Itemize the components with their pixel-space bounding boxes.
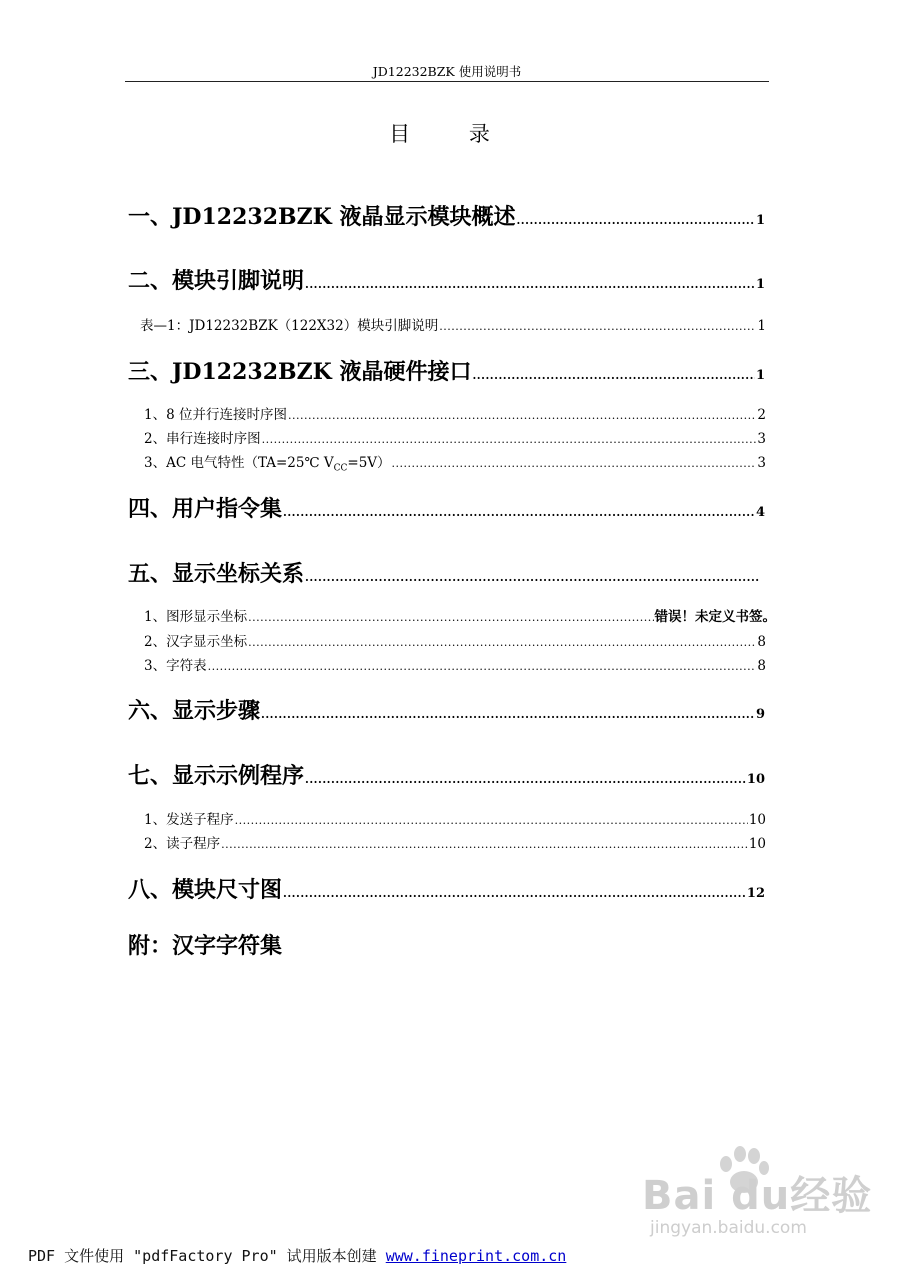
toc-entry-4[interactable] bbox=[128, 492, 765, 523]
toc-leader bbox=[439, 320, 756, 333]
toc-entry-3-1[interactable] bbox=[144, 403, 766, 423]
toc-entry-label: 四、用户指令集 bbox=[128, 496, 283, 522]
toc-entry-7[interactable] bbox=[128, 759, 765, 790]
toc-entry-label: 2、汉字显示坐标 bbox=[144, 634, 248, 650]
toc-entry-label: 八、模块尺寸图 bbox=[128, 877, 283, 903]
toc-leader bbox=[288, 409, 756, 422]
toc-entry-3-2[interactable] bbox=[144, 427, 766, 447]
toc-entry-label: 七、显示示例程序 bbox=[128, 763, 305, 789]
toc-entry-appendix[interactable] bbox=[128, 929, 282, 960]
toc-entry-label: 2、读子程序 bbox=[144, 836, 221, 852]
toc-leader bbox=[248, 636, 756, 649]
toc-entry-7-2[interactable] bbox=[144, 832, 766, 852]
toc-page-number: 2 bbox=[757, 407, 766, 423]
toc-entry-3[interactable] bbox=[128, 355, 765, 386]
toc-page-number: 10 bbox=[748, 812, 766, 828]
toc-entry-label: 五、显示坐标关系 bbox=[128, 561, 305, 587]
toc-entry-5-2[interactable] bbox=[144, 630, 766, 650]
toc-entry-label: 1、发送子程序 bbox=[144, 812, 234, 828]
toc-entry-6[interactable] bbox=[128, 694, 765, 725]
toc-entry-label: 三、JD12232BZK 液晶硬件接口 bbox=[128, 359, 472, 385]
toc-entry-2[interactable] bbox=[128, 264, 765, 295]
toc-page-number: 3 bbox=[757, 455, 766, 471]
toc-entry-table-1[interactable] bbox=[140, 314, 766, 334]
toc-page-number: 8 bbox=[757, 634, 766, 650]
toc-entry-7-1[interactable] bbox=[144, 808, 766, 828]
toc-leader bbox=[305, 571, 760, 584]
toc-leader bbox=[221, 838, 748, 851]
toc-leader bbox=[261, 708, 755, 721]
toc-entry-label: 1、8 位并行连接时序图 bbox=[144, 407, 287, 423]
toc-entry-label: 二、模块引脚说明 bbox=[128, 268, 305, 294]
toc-entry-label: 一、JD12232BZK 液晶显示模块概述 bbox=[128, 204, 516, 230]
footer-link[interactable]: www.fineprint.com.cn bbox=[385, 1247, 567, 1265]
toc-leader bbox=[262, 433, 757, 446]
toc-page-number: 1 bbox=[755, 213, 765, 228]
toc-leader bbox=[283, 506, 755, 519]
toc-page-number: 12 bbox=[746, 886, 765, 901]
toc-entry-label: 六、显示步骤 bbox=[128, 698, 261, 724]
running-header: JD12232BZK 使用说明书 bbox=[372, 64, 522, 79]
toc-page-number: 1 bbox=[755, 277, 765, 292]
watermark-url: jingyan.baidu.com bbox=[650, 1218, 807, 1238]
toc-leader bbox=[283, 887, 746, 900]
header-rule bbox=[125, 81, 769, 82]
toc-leader bbox=[516, 214, 754, 227]
toc-entry-label: 2、串行连接时序图 bbox=[144, 431, 261, 447]
toc-leader bbox=[248, 611, 653, 624]
toc-entry-label: 1、图形显示坐标 bbox=[144, 609, 248, 625]
toc-entry-5[interactable] bbox=[128, 557, 761, 588]
toc-leader bbox=[472, 369, 754, 382]
toc-page-number: 10 bbox=[746, 772, 765, 787]
toc-page-number: 8 bbox=[757, 658, 766, 674]
footer-text: PDF 文件使用 "pdfFactory Pro" 试用版本创建 bbox=[28, 1247, 386, 1265]
baidu-jingyan-watermark bbox=[628, 1140, 878, 1250]
toc-leader bbox=[208, 660, 757, 673]
toc-entry-8[interactable] bbox=[128, 873, 765, 904]
toc-entry-3-3[interactable] bbox=[144, 451, 766, 474]
toc-page-error: 错误！未定义书签。 bbox=[654, 609, 776, 625]
toc-entry-5-1[interactable] bbox=[144, 605, 776, 625]
pdf-footer bbox=[28, 1245, 566, 1266]
toc-title: 目 录 bbox=[389, 122, 516, 146]
toc-leader bbox=[305, 278, 755, 291]
watermark-logo-text: Bai du经验 bbox=[642, 1173, 873, 1219]
toc-leader bbox=[305, 773, 746, 786]
toc-page-number: 9 bbox=[755, 707, 765, 722]
toc-leader bbox=[392, 457, 757, 470]
toc-entry-label: 3、字符表 bbox=[144, 658, 207, 674]
toc-entry-label: 3、AC 电气特性（TA=25℃ $V_{CC}=5V$） bbox=[144, 455, 391, 474]
toc-leader bbox=[235, 814, 748, 827]
toc-page-number: 1 bbox=[757, 318, 766, 334]
toc-page-number: 3 bbox=[757, 431, 766, 447]
toc-page-number: 1 bbox=[755, 368, 765, 383]
toc-entry-label: 附：汉字字符集 bbox=[128, 933, 283, 959]
toc-entry-label: 表—1：JD12232BZK（122X32）模块引脚说明 bbox=[140, 318, 439, 334]
toc-entry-1[interactable] bbox=[128, 200, 765, 231]
toc-entry-5-3[interactable] bbox=[144, 654, 766, 674]
toc-page-number: 10 bbox=[748, 836, 766, 852]
toc-page-number: 4 bbox=[755, 505, 765, 520]
